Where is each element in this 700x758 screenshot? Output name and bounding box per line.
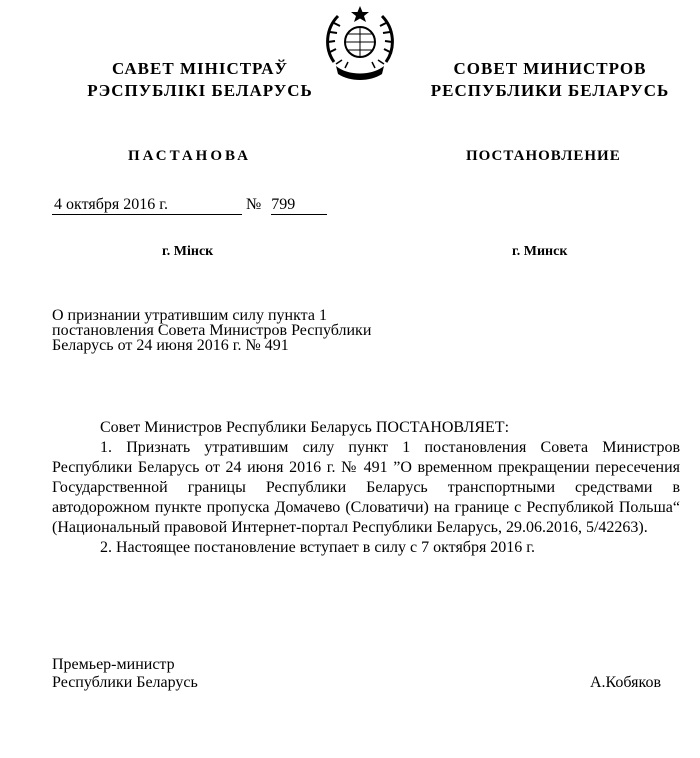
- city-left: г. Мінск: [162, 244, 214, 259]
- header-left-line1: САВЕТ МІНІСТРАЎ: [111, 59, 289, 78]
- city-right: г. Минск: [512, 244, 568, 259]
- document-number: 799: [271, 196, 327, 215]
- body-intro: Совет Министров Республики Беларусь ПОСТАНОВЛЯЕТ:: [100, 419, 510, 436]
- subject-line: О признании утратившим силу пункта 1: [52, 307, 327, 324]
- signatory-title: [52, 656, 198, 692]
- doc-type-right: ПОСТАНОВЛЕНИЕ: [466, 148, 621, 164]
- document-subject: [52, 308, 442, 353]
- header-right-line1: СОВЕТ МИНИСТРОВ: [453, 59, 647, 78]
- body-item-2: 2. Настоящее постановление вступает в силу с 7 октября 2016 г.: [100, 539, 536, 556]
- date-number-row: [52, 196, 327, 215]
- document-date: 4 октября 2016 г.: [52, 196, 242, 215]
- state-emblem-icon: [320, 4, 400, 84]
- signatory-title-line2: Республики Беларусь: [52, 674, 198, 691]
- document-body: [52, 418, 680, 558]
- body-item-1: 1. Признать утратившим силу пункт 1 постановления Совета Министров Республики Беларусь от 24 июня 2016 г. № 491 ”О временном прекращении пересечения Государственной границы Республики Беларусь транспортными средствами в автодорожном пункте пропуска Домачево (Словатичи) на границе с Республикой Польша“ (Национальный правовой Интернет-портал Республики Беларусь, 29.06.2016, 5/42263).: [52, 439, 680, 536]
- subject-line: постановления Совета Министров Республики: [52, 322, 372, 339]
- header-left: [60, 58, 340, 102]
- signatory-name: А.Кобяков: [590, 674, 662, 691]
- number-sign: №: [246, 196, 262, 213]
- signatory-title-line1: Премьер-министр: [52, 656, 175, 673]
- doc-type-left: ПАСТАНОВА: [128, 148, 251, 164]
- header-right-line2: РЕСПУБЛИКИ БЕЛАРУСЬ: [430, 81, 670, 100]
- subject-line: Беларусь от 24 июня 2016 г. № 491: [52, 337, 289, 354]
- header-right: [412, 58, 688, 102]
- header-left-line2: РЭСПУБЛІКІ БЕЛАРУСЬ: [87, 81, 313, 100]
